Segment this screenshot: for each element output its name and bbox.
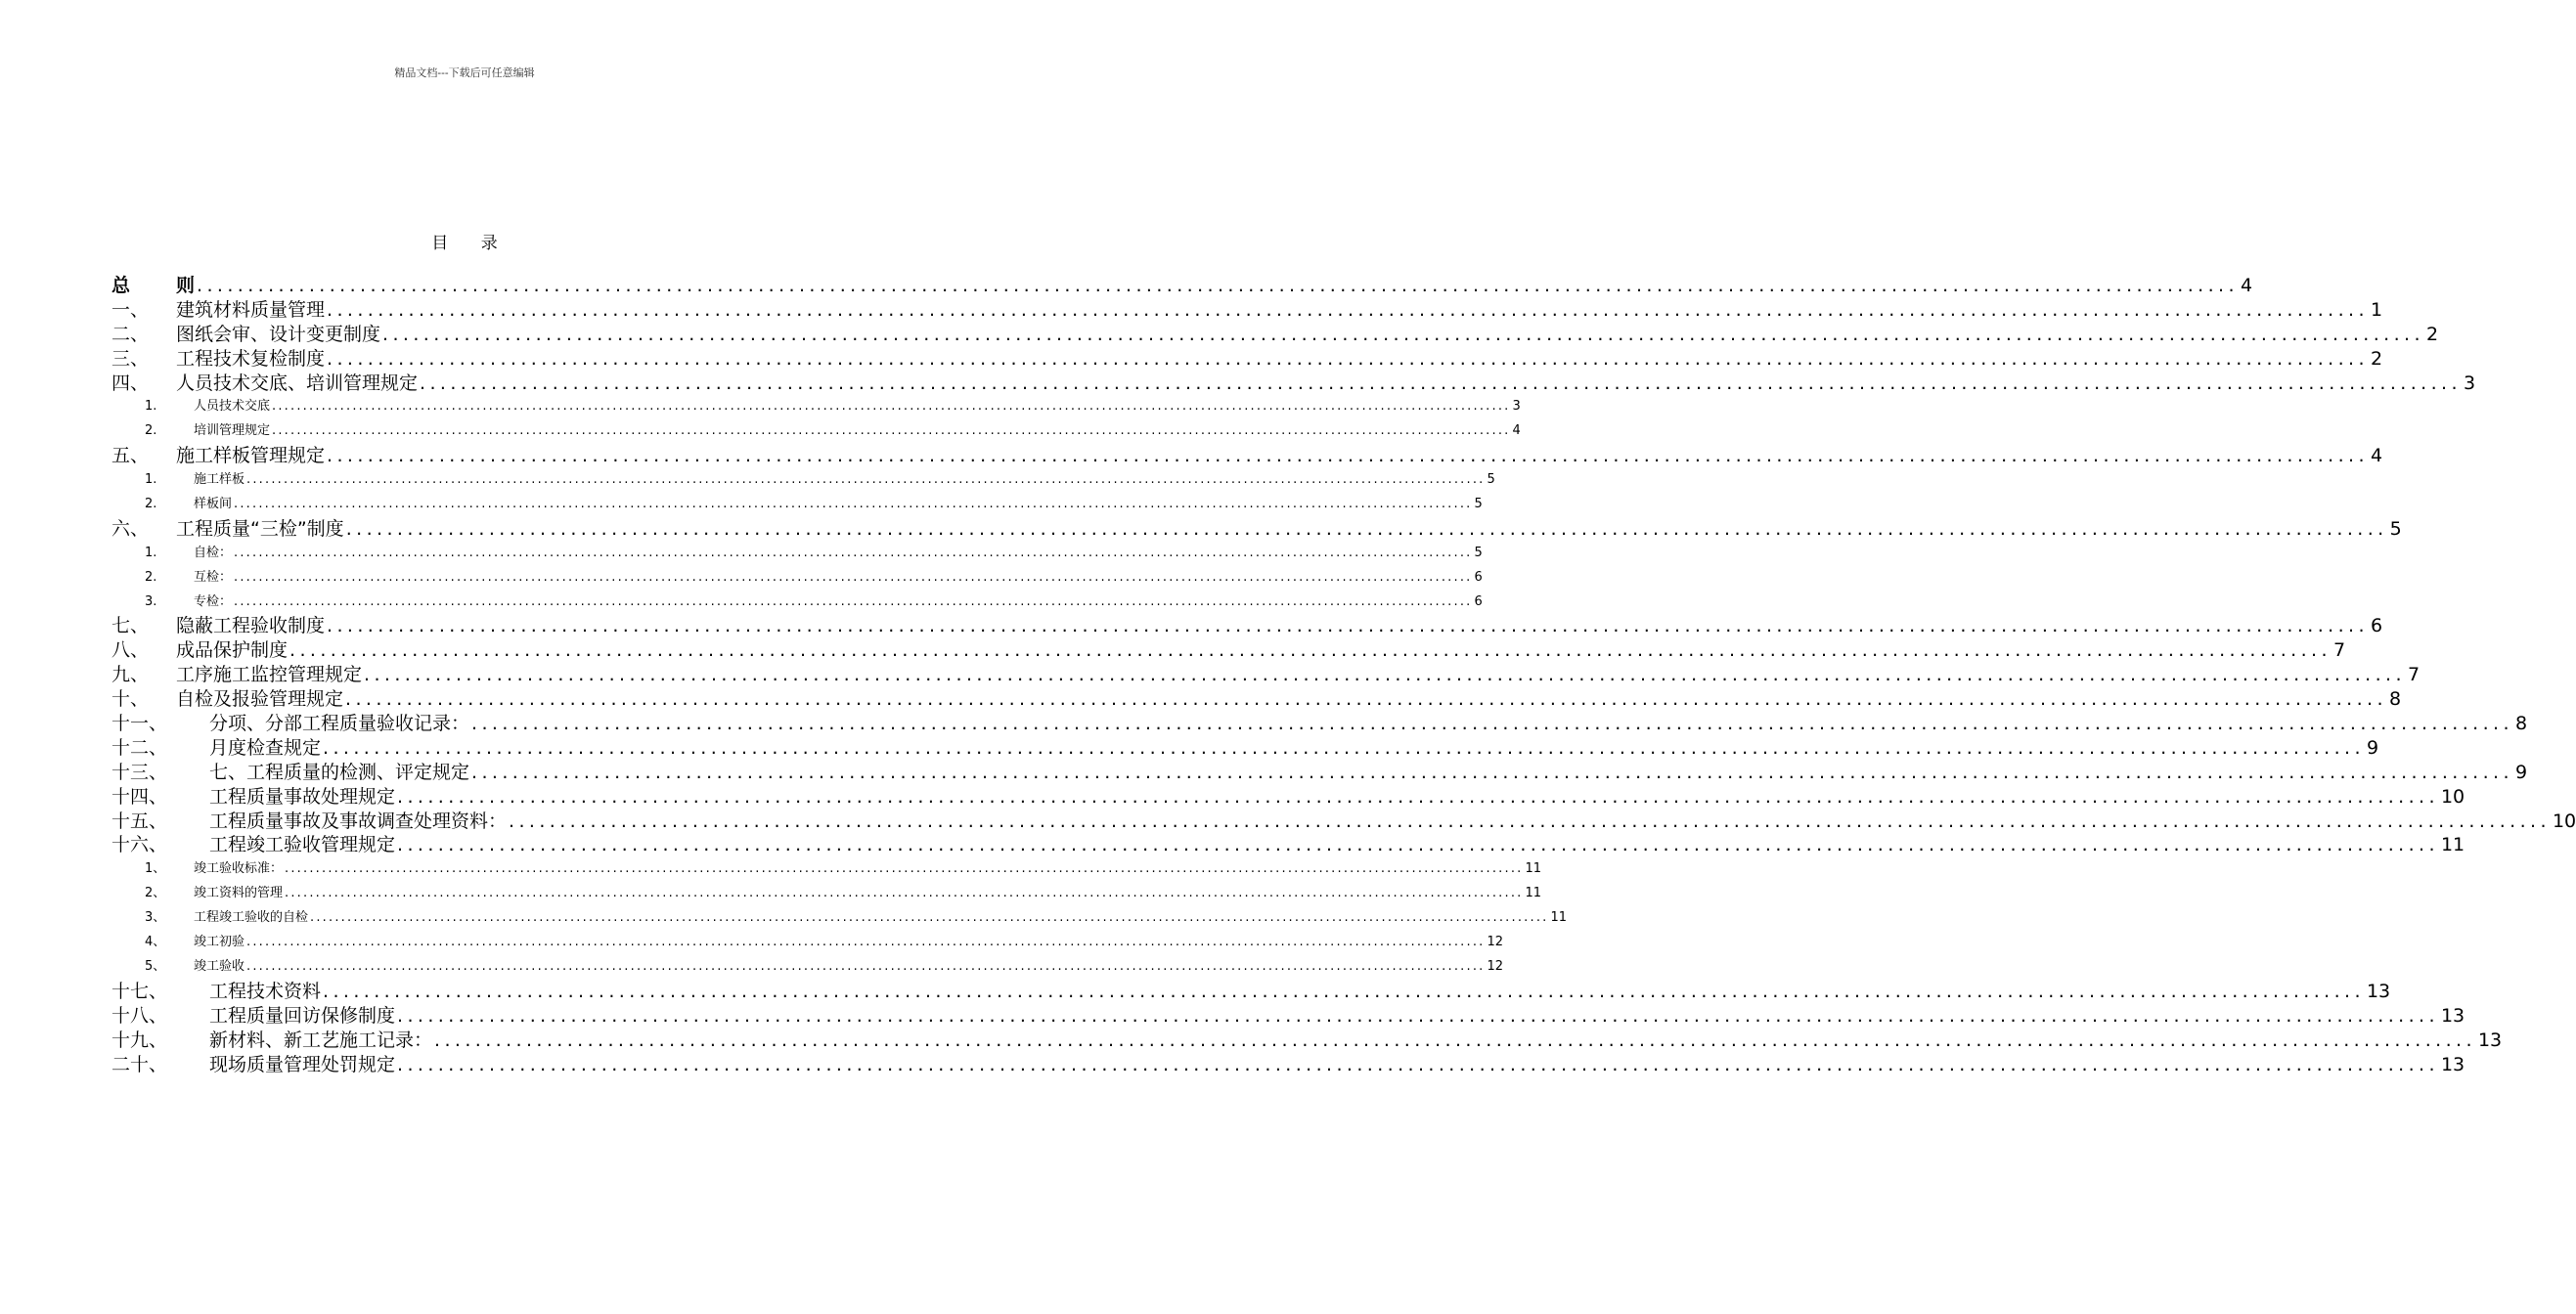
table-of-contents: [111, 274, 2576, 1076]
toc-entry-label: 成品保护制度: [176, 639, 289, 662]
toc-leader-dots: ........................................................................................................................................................................................................: [345, 517, 2388, 540]
toc-entry-label: 七、工程质量的检测、评定规定: [209, 761, 470, 783]
toc-entry-number: 四、: [111, 372, 150, 394]
toc-leader-dots: ........................................................................................................................................................................................................: [323, 980, 2365, 1002]
toc-entry-page: 13: [2440, 1053, 2465, 1075]
toc-entry-label: 自检及报验管理规定: [176, 688, 344, 711]
toc-leader-dots: ........................................................................................................................................................................................................: [289, 639, 2332, 662]
toc-leader-dots: ........................................................................................................................................................................................................: [310, 910, 1549, 926]
toc-entry-page: 9: [2514, 761, 2528, 783]
toc-leader-dots: ........................................................................................................................................................................................................: [285, 861, 1524, 877]
toc-entry-label: 分项、分部工程质量验收记录：: [209, 713, 470, 735]
toc-leader-dots: ........................................................................................................................................................................................................: [509, 810, 2551, 832]
toc-leader-dots: ........................................................................................................................................................................................................: [327, 445, 2369, 467]
toc-entry[interactable]: [111, 882, 1542, 906]
toc-entry-label: 工程技术资料: [209, 980, 322, 1002]
toc-entry-page: 13: [2477, 1029, 2503, 1051]
toc-entry-number: 3.: [145, 593, 157, 609]
toc-entry[interactable]: [111, 955, 1504, 980]
toc-entry-label: 竣工初验: [194, 935, 245, 950]
toc-entry-number: 2.: [145, 569, 157, 585]
toc-entry-page: 5: [1474, 545, 1483, 560]
toc-entry-number: 二十、: [111, 1053, 168, 1075]
toc-leader-dots: ........................................................................................................................................................................................................: [471, 713, 2513, 735]
toc-entry[interactable]: [111, 591, 1483, 615]
toc-entry[interactable]: [111, 419, 1521, 444]
toc-entry-page: 13: [2440, 1004, 2465, 1027]
toc-entry-number: 2.: [145, 497, 157, 512]
toc-leader-dots: ........................................................................................................................................................................................................: [234, 545, 1473, 560]
toc-entry-page: 4: [1512, 423, 1521, 439]
toc-entry-number: 1、: [145, 861, 166, 877]
toc-leader-dots: ........................................................................................................................................................................................................: [327, 615, 2369, 637]
toc-entry[interactable]: [111, 857, 1542, 882]
toc-entry[interactable]: [111, 712, 2528, 736]
toc-entry-number: 1.: [145, 472, 157, 488]
toc-leader-dots: ........................................................................................................................................................................................................: [471, 761, 2513, 783]
toc-entry-page: 6: [1474, 569, 1483, 585]
toc-entry-page: 4: [2370, 445, 2383, 467]
toc-leader-dots: ........................................................................................................................................................................................................: [234, 497, 1473, 512]
toc-entry-label: 图纸会审、设计变更制度: [176, 323, 381, 345]
toc-entry-label: 自检：: [194, 545, 233, 560]
toc-entry-label: 施工样板管理规定: [176, 445, 326, 467]
toc-entry-number: 六、: [111, 517, 150, 540]
toc-entry[interactable]: [111, 274, 2253, 298]
toc-entry-label: 人员技术交底、培训管理规定: [176, 372, 419, 394]
toc-entry-number: 3、: [145, 910, 166, 926]
toc-entry[interactable]: [111, 566, 1483, 591]
toc-entry[interactable]: [111, 493, 1483, 517]
toc-entry-number: 十四、: [111, 785, 168, 808]
toc-entry-label: 培训管理规定: [194, 423, 271, 439]
toc-entry-label: 竣工资料的管理: [194, 886, 284, 901]
toc-leader-dots: ........................................................................................................................................................................................................: [323, 736, 2365, 759]
toc-entry[interactable]: [111, 687, 2402, 712]
toc-entry[interactable]: [111, 663, 2421, 687]
toc-entry-label: 样板间: [194, 497, 233, 512]
toc-entry-number: 总: [111, 275, 131, 296]
toc-entry[interactable]: [111, 785, 2465, 810]
toc-entry-label: 竣工验收标准：: [194, 861, 284, 877]
toc-entry-number: 一、: [111, 298, 150, 321]
toc-entry[interactable]: [111, 444, 2383, 468]
toc-entry-page: 5: [2389, 517, 2402, 540]
toc-entry-page: 5: [1474, 497, 1483, 512]
toc-entry-page: 12: [1487, 958, 1504, 974]
toc-entry-page: 11: [1525, 861, 1542, 877]
toc-entry-number: 十七、: [111, 980, 168, 1002]
toc-entry-number: 七、: [111, 615, 150, 637]
toc-entry-label: 工程质量事故及事故调查处理资料：: [209, 810, 508, 832]
toc-entry-label: 工程竣工验收的自检: [194, 910, 309, 926]
toc-entry[interactable]: [111, 761, 2528, 785]
toc-entry[interactable]: [111, 810, 2576, 834]
toc-title: 目 录: [431, 234, 511, 253]
toc-entry[interactable]: [111, 1053, 2465, 1077]
toc-entry-label: 互检：: [194, 569, 233, 585]
toc-entry-label: 工程技术复检制度: [176, 347, 326, 370]
toc-entry[interactable]: [111, 1004, 2465, 1029]
toc-entry[interactable]: [111, 323, 2439, 347]
toc-entry-number: 2.: [145, 423, 157, 439]
page-header: 精品文档---下载后可任意编辑: [394, 66, 535, 79]
toc-leader-dots: ........................................................................................................................................................................................................: [246, 958, 1486, 974]
toc-entry-label: 工序施工监控管理规定: [176, 664, 363, 686]
toc-leader-dots: ........................................................................................................................................................................................................: [234, 593, 1473, 609]
toc-entry-label: 月度检查规定: [209, 736, 322, 759]
toc-leader-dots: ........................................................................................................................................................................................................: [397, 1004, 2439, 1027]
toc-leader-dots: ........................................................................................................................................................................................................: [234, 569, 1473, 585]
toc-entry[interactable]: [111, 517, 2402, 542]
toc-entry-number: 十八、: [111, 1004, 168, 1027]
toc-entry-page: 2: [2425, 323, 2439, 345]
toc-entry-page: 4: [2240, 275, 2253, 296]
toc-entry-number: 十三、: [111, 761, 168, 783]
toc-entry-label: 工程质量回访保修制度: [209, 1004, 396, 1027]
toc-entry[interactable]: [111, 638, 2346, 663]
toc-entry-label: 施工样板: [194, 472, 245, 488]
toc-entry[interactable]: [111, 614, 2383, 638]
toc-entry-number: 十六、: [111, 834, 168, 856]
toc-leader-dots: ........................................................................................................................................................................................................: [285, 886, 1524, 901]
toc-entry-number: 九、: [111, 664, 150, 686]
toc-entry-label: 人员技术交底: [194, 399, 271, 415]
toc-entry-label: 隐蔽工程验收制度: [176, 615, 326, 637]
toc-leader-dots: ........................................................................................................................................................................................................: [197, 275, 2239, 296]
toc-entry-page: 1: [2370, 298, 2383, 321]
toc-leader-dots: ........................................................................................................................................................................................................: [397, 785, 2439, 808]
toc-entry-label: 现场质量管理处罚规定: [209, 1053, 396, 1075]
toc-leader-dots: ........................................................................................................................................................................................................: [327, 347, 2369, 370]
toc-leader-dots: ........................................................................................................................................................................................................: [272, 423, 1511, 439]
toc-leader-dots: ........................................................................................................................................................................................................: [345, 688, 2387, 711]
toc-entry-page: 10: [2552, 810, 2576, 832]
toc-entry-page: 3: [1512, 399, 1521, 415]
toc-entry[interactable]: [111, 980, 2391, 1004]
toc-entry-page: 11: [1550, 910, 1568, 926]
toc-entry-number: 2、: [145, 886, 166, 901]
toc-entry-page: 6: [2370, 615, 2383, 637]
toc-entry-number: 十二、: [111, 736, 168, 759]
toc-entry[interactable]: [111, 347, 2383, 372]
toc-leader-dots: ........................................................................................................................................................................................................: [246, 472, 1486, 488]
toc-entry-page: 13: [2366, 980, 2391, 1002]
toc-leader-dots: ........................................................................................................................................................................................................: [397, 1053, 2439, 1075]
toc-entry-page: 3: [2463, 372, 2476, 394]
toc-entry[interactable]: [111, 298, 2383, 323]
toc-entry[interactable]: [111, 542, 1483, 566]
toc-entry-number: 三、: [111, 347, 150, 370]
toc-entry-page: 12: [1487, 935, 1504, 950]
toc-entry-label: 工程质量事故处理规定: [209, 785, 396, 808]
toc-leader-dots: ........................................................................................................................................................................................................: [327, 298, 2369, 321]
toc-leader-dots: ........................................................................................................................................................................................................: [420, 372, 2462, 394]
toc-leader-dots: ........................................................................................................................................................................................................: [382, 323, 2424, 345]
toc-entry-label: 建筑材料质量管理: [176, 298, 326, 321]
toc-entry-number: 1.: [145, 545, 157, 560]
toc-entry-number: 十一、: [111, 713, 168, 735]
toc-entry-label: 专检：: [194, 593, 233, 609]
toc-entry-label: 则: [176, 275, 196, 296]
toc-entry-label: 工程竣工验收管理规定: [209, 834, 396, 856]
toc-entry[interactable]: [111, 1029, 2503, 1053]
toc-entry-page: 11: [2440, 834, 2465, 856]
toc-entry-number: 五、: [111, 445, 150, 467]
toc-entry-number: 1.: [145, 399, 157, 415]
toc-entry[interactable]: [111, 833, 2465, 857]
toc-entry-page: 8: [2388, 688, 2402, 711]
toc-entry-number: 5、: [145, 958, 166, 974]
toc-entry[interactable]: [111, 372, 2476, 396]
toc-entry-label: 竣工验收: [194, 958, 245, 974]
toc-entry-number: 二、: [111, 323, 150, 345]
toc-entry[interactable]: [111, 736, 2379, 761]
toc-entry-page: 9: [2366, 736, 2379, 759]
toc-entry-number: 十九、: [111, 1029, 168, 1051]
toc-entry-label: 工程质量“三检”制度: [176, 517, 344, 540]
toc-entry-page: 5: [1487, 472, 1495, 488]
toc-entry-number: 十五、: [111, 810, 168, 832]
toc-entry-number: 八、: [111, 639, 150, 662]
toc-entry-page: 2: [2370, 347, 2383, 370]
toc-entry-page: 7: [2332, 639, 2346, 662]
toc-entry-page: 6: [1474, 593, 1483, 609]
toc-entry[interactable]: [111, 468, 1495, 493]
toc-entry[interactable]: [111, 906, 1568, 931]
toc-entry-label: 新材料、新工艺施工记录：: [209, 1029, 433, 1051]
toc-entry-number: 十、: [111, 688, 150, 711]
toc-entry-number: 4、: [145, 935, 166, 950]
toc-leader-dots: ........................................................................................................................................................................................................: [246, 935, 1486, 950]
toc-leader-dots: ........................................................................................................................................................................................................: [272, 399, 1511, 415]
toc-leader-dots: ........................................................................................................................................................................................................: [434, 1029, 2476, 1051]
toc-leader-dots: ........................................................................................................................................................................................................: [397, 834, 2439, 856]
toc-entry[interactable]: [111, 931, 1504, 955]
toc-leader-dots: ........................................................................................................................................................................................................: [364, 664, 2406, 686]
toc-entry-page: 10: [2440, 785, 2465, 808]
toc-entry-page: 7: [2407, 664, 2421, 686]
toc-entry-page: 8: [2514, 713, 2528, 735]
toc-entry-page: 11: [1525, 886, 1542, 901]
toc-entry[interactable]: [111, 395, 1521, 419]
